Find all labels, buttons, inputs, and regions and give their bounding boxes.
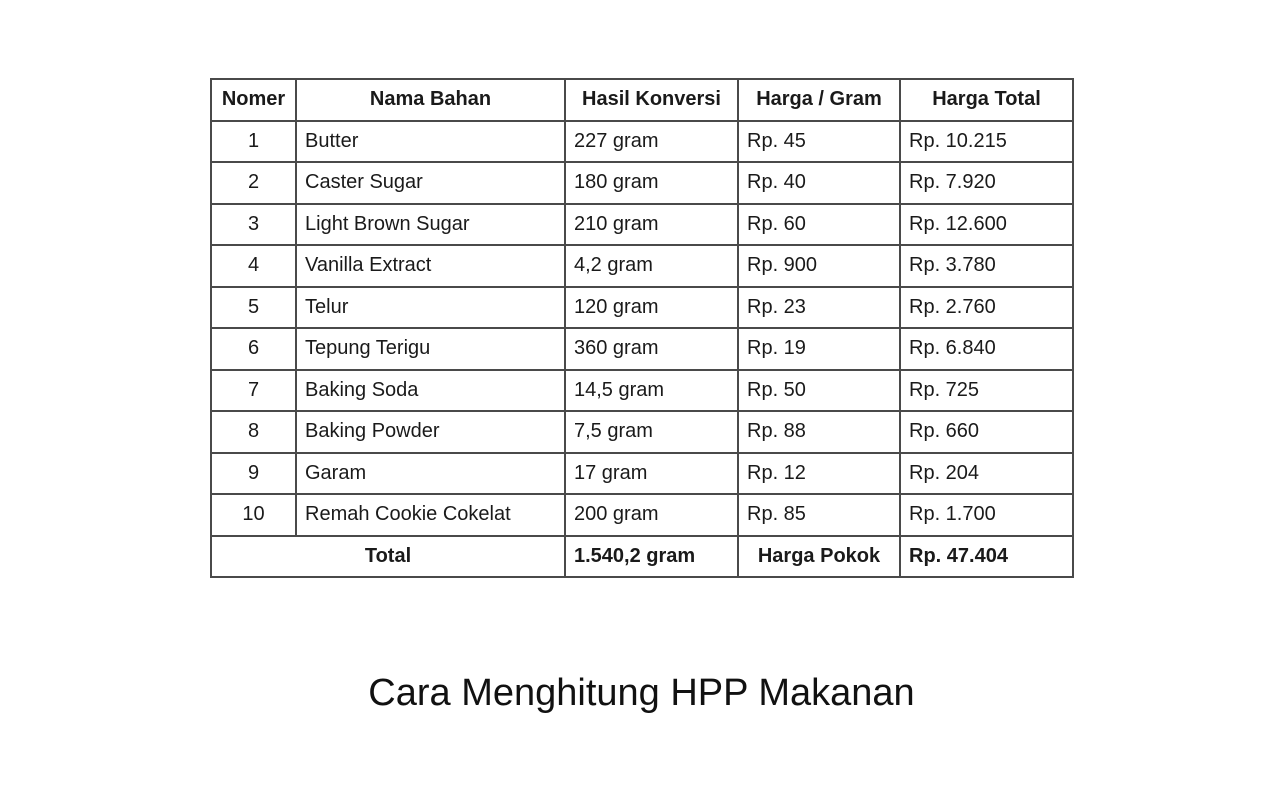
cell-nama-bahan: Baking Powder [296, 411, 565, 453]
cell-nomer: 1 [211, 121, 296, 163]
cell-harga-total: Rp. 2.760 [900, 287, 1073, 329]
cell-hasil-konversi: 14,5 gram [565, 370, 738, 412]
cell-harga-per-gram: Rp. 23 [738, 287, 900, 329]
cell-harga-total: Rp. 10.215 [900, 121, 1073, 163]
total-label: Total [211, 536, 565, 578]
cell-hasil-konversi: 210 gram [565, 204, 738, 246]
table-total-row [211, 536, 1073, 578]
cell-harga-per-gram: Rp. 60 [738, 204, 900, 246]
cell-nama-bahan: Tepung Terigu [296, 328, 565, 370]
cell-nama-bahan: Butter [296, 121, 565, 163]
cell-nomer: 2 [211, 162, 296, 204]
table-row [211, 121, 1073, 163]
cell-harga-total: Rp. 1.700 [900, 494, 1073, 536]
cell-nama-bahan: Light Brown Sugar [296, 204, 565, 246]
cell-nama-bahan: Garam [296, 453, 565, 495]
header-nama-bahan: Nama Bahan [296, 79, 565, 121]
cell-nomer: 5 [211, 287, 296, 329]
table-row [211, 411, 1073, 453]
table-header-row [211, 79, 1073, 121]
cell-harga-total: Rp. 204 [900, 453, 1073, 495]
table-row [211, 162, 1073, 204]
table-row [211, 204, 1073, 246]
cell-nama-bahan: Remah Cookie Cokelat [296, 494, 565, 536]
cell-nomer: 7 [211, 370, 296, 412]
cell-harga-total: Rp. 7.920 [900, 162, 1073, 204]
cell-harga-per-gram: Rp. 50 [738, 370, 900, 412]
cell-hasil-konversi: 17 gram [565, 453, 738, 495]
cell-hasil-konversi: 7,5 gram [565, 411, 738, 453]
cell-nomer: 9 [211, 453, 296, 495]
cell-harga-total: Rp. 12.600 [900, 204, 1073, 246]
cell-nomer: 6 [211, 328, 296, 370]
cell-nama-bahan: Telur [296, 287, 565, 329]
cell-hasil-konversi: 4,2 gram [565, 245, 738, 287]
page-caption: Cara Menghitung HPP Makanan [368, 672, 915, 714]
cell-nama-bahan: Baking Soda [296, 370, 565, 412]
cell-harga-total: Rp. 6.840 [900, 328, 1073, 370]
cell-nomer: 3 [211, 204, 296, 246]
cell-harga-per-gram: Rp. 900 [738, 245, 900, 287]
harga-pokok-label: Harga Pokok [738, 536, 900, 578]
cell-hasil-konversi: 200 gram [565, 494, 738, 536]
cell-harga-per-gram: Rp. 40 [738, 162, 900, 204]
grand-total: Rp. 47.404 [900, 536, 1073, 578]
hpp-table-container [210, 78, 1074, 578]
cell-hasil-konversi: 120 gram [565, 287, 738, 329]
cell-harga-total: Rp. 725 [900, 370, 1073, 412]
cell-nomer: 10 [211, 494, 296, 536]
cell-nama-bahan: Vanilla Extract [296, 245, 565, 287]
cell-harga-total: Rp. 3.780 [900, 245, 1073, 287]
table-row [211, 494, 1073, 536]
cell-nomer: 4 [211, 245, 296, 287]
cell-harga-per-gram: Rp. 12 [738, 453, 900, 495]
cell-hasil-konversi: 360 gram [565, 328, 738, 370]
cell-hasil-konversi: 227 gram [565, 121, 738, 163]
table-row [211, 245, 1073, 287]
cell-harga-per-gram: Rp. 88 [738, 411, 900, 453]
table-row [211, 453, 1073, 495]
header-harga-total: Harga Total [900, 79, 1073, 121]
cell-harga-total: Rp. 660 [900, 411, 1073, 453]
table-row [211, 370, 1073, 412]
cell-harga-per-gram: Rp. 45 [738, 121, 900, 163]
cell-harga-per-gram: Rp. 85 [738, 494, 900, 536]
table-row [211, 328, 1073, 370]
cell-hasil-konversi: 180 gram [565, 162, 738, 204]
header-nomer: Nomer [211, 79, 296, 121]
cell-nama-bahan: Caster Sugar [296, 162, 565, 204]
cell-harga-per-gram: Rp. 19 [738, 328, 900, 370]
hpp-table [210, 78, 1074, 578]
total-conversion: 1.540,2 gram [565, 536, 738, 578]
header-harga-per-gram: Harga / Gram [738, 79, 900, 121]
table-row [211, 287, 1073, 329]
cell-nomer: 8 [211, 411, 296, 453]
header-hasil-konversi: Hasil Konversi [565, 79, 738, 121]
